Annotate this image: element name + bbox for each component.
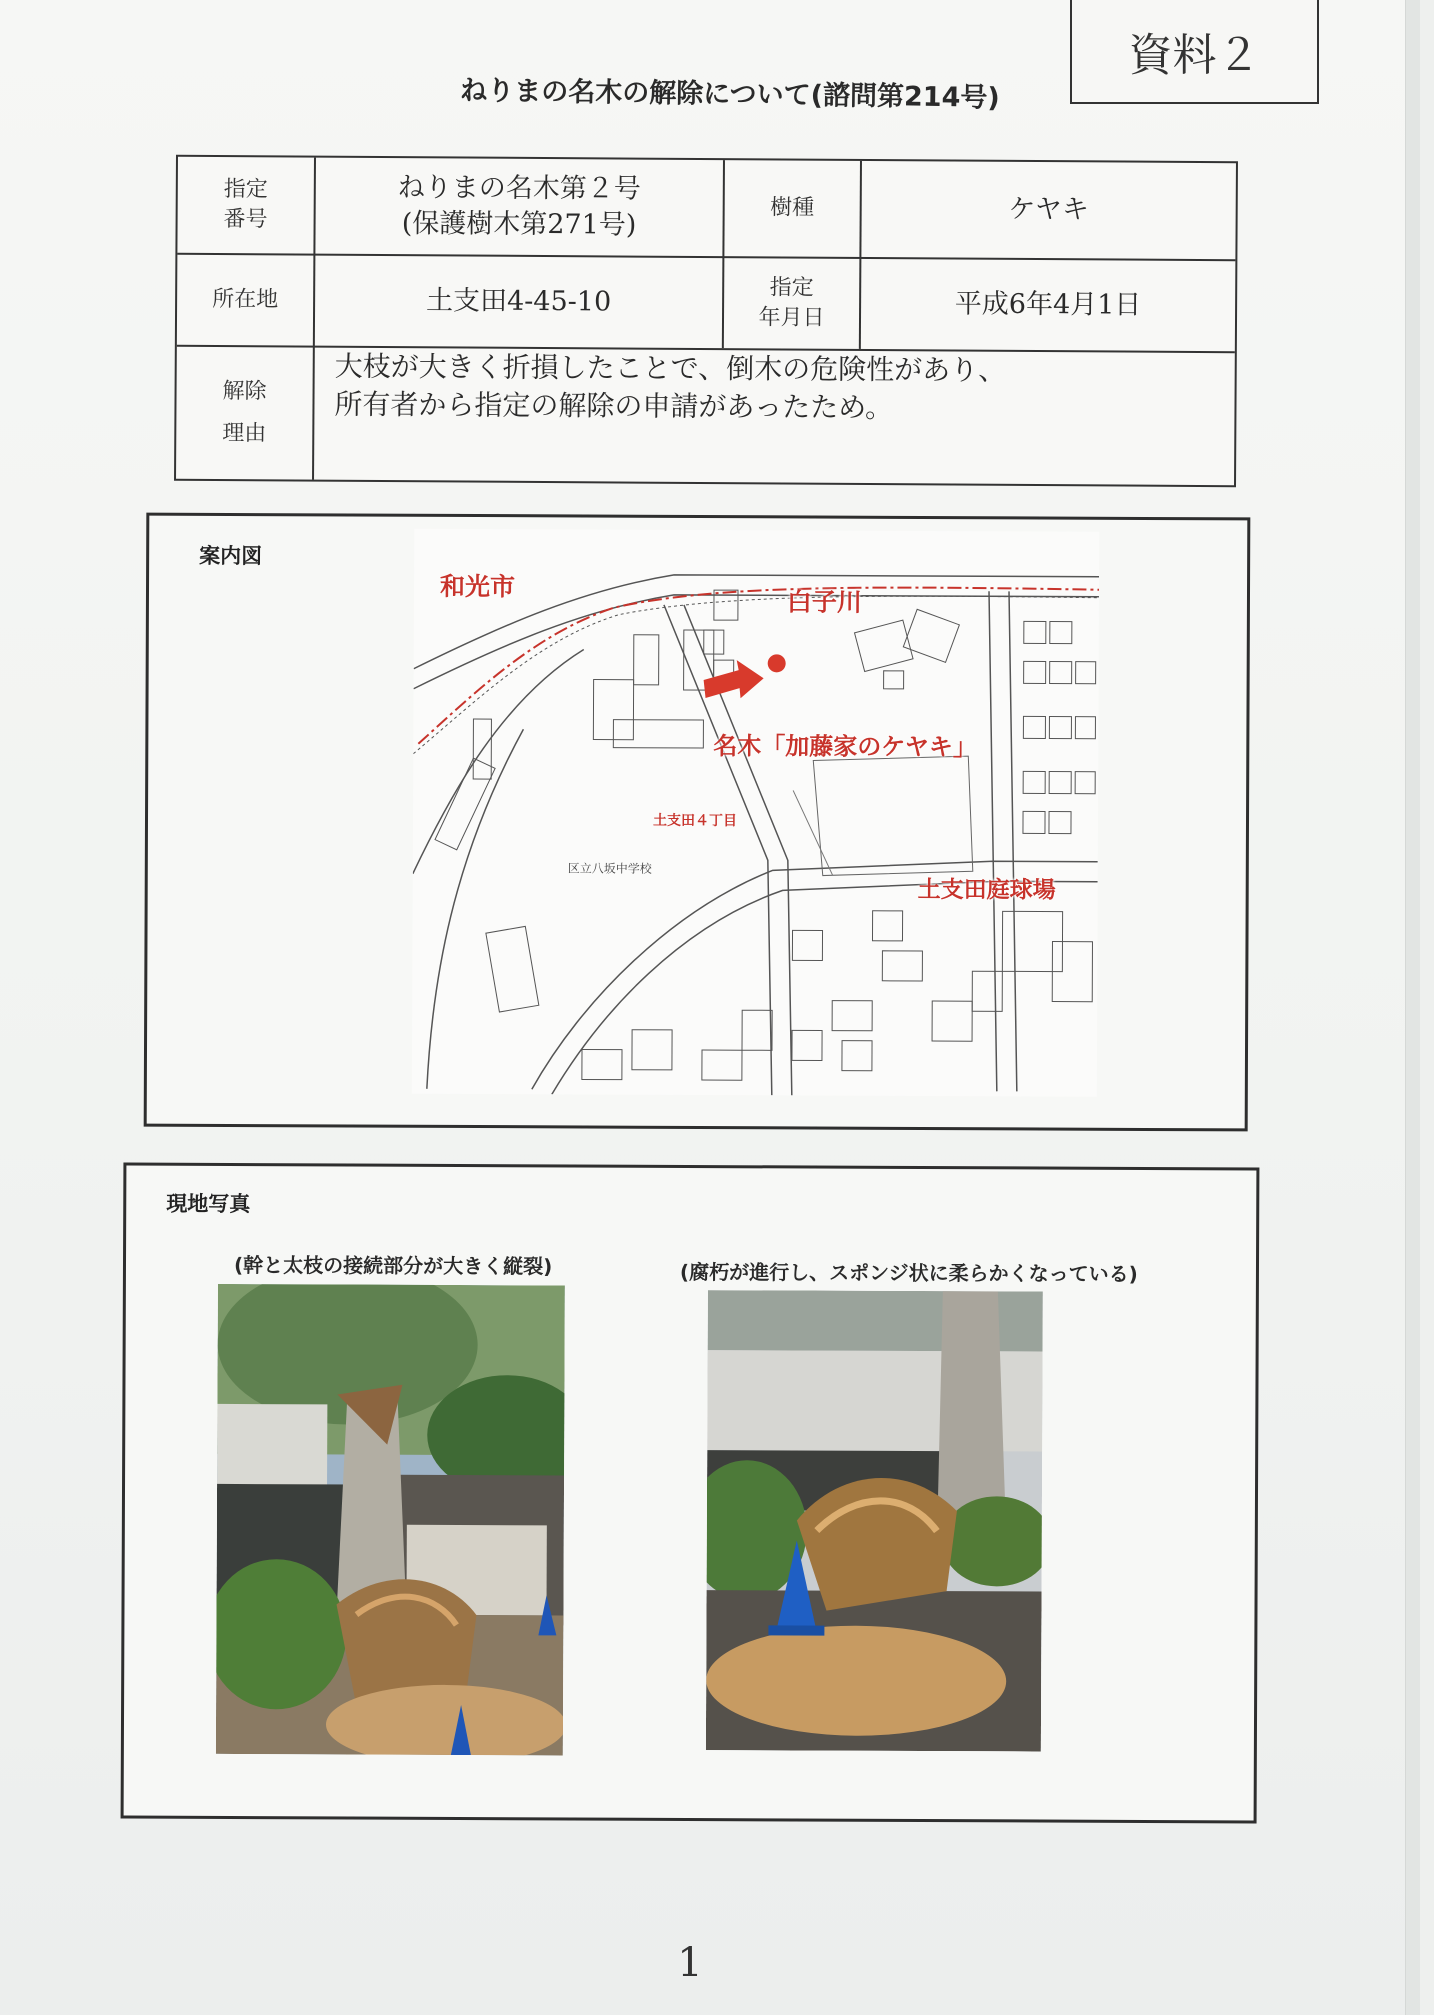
designation-date-value: 平成6年4月1日	[954, 288, 1142, 321]
photo-section-label: 現地写真	[166, 1191, 251, 1217]
site-photo-trunk-split	[216, 1284, 565, 1756]
document-tag	[1070, 0, 1319, 104]
guide-map	[412, 529, 1099, 1097]
photo2-image	[706, 1290, 1043, 1751]
map-label-school: 区立八坂中学校	[567, 861, 652, 876]
photo2-caption: (腐朽が進行し、スポンジ状に柔らかくなっている)	[679, 1259, 1138, 1286]
photo1-caption: (幹と太枝の接続部分が大きく縦裂)	[233, 1253, 553, 1279]
location-label: 所在地	[212, 287, 279, 313]
designation-number-line2: (保護樹木第271号)	[401, 208, 637, 241]
reason-value	[314, 348, 1235, 464]
photo-section	[121, 1163, 1260, 1824]
page-title: ねりまの名木の解除について(諮問第214号)	[460, 75, 1000, 114]
map-label-wako: 和光市	[439, 571, 516, 602]
designation-number-value	[315, 158, 723, 256]
page-edge	[1405, 0, 1420, 2015]
site-photo-decay	[706, 1290, 1043, 1751]
map-label-shirako: 白子川	[786, 587, 863, 617]
reason-label-line2: 理由	[222, 421, 267, 447]
map-section	[144, 513, 1251, 1132]
document-tag-text: 資料２	[1128, 30, 1261, 81]
page-number: 1	[677, 1940, 703, 1986]
photo1-image	[216, 1284, 565, 1756]
map-label-famous-tree: 名木「加藤家のケヤキ」	[713, 732, 977, 762]
reason-label	[176, 347, 313, 480]
designation-number-line1: ねりまの名木第２号	[397, 171, 641, 205]
species-label: 樹種	[770, 195, 815, 221]
map-section-label: 案内図	[199, 543, 263, 569]
map-drawing	[412, 529, 1099, 1097]
reason-line2: 所有者から指定の解除の申請があったため。	[334, 387, 894, 424]
map-label-district: 土支田４丁目	[652, 812, 738, 830]
location-value: 土支田4-45-10	[425, 285, 612, 318]
reason-label-line1: 解除	[222, 379, 267, 405]
designation-number-label: 指定 番号	[223, 177, 268, 233]
reason-line1: 大枝が大きく折損したことで、倒木の危険性があり、	[334, 349, 1007, 387]
map-label-tennis: 土支田庭球場	[917, 876, 1056, 904]
species-value: ケヤキ	[1008, 193, 1090, 226]
info-table	[174, 155, 1238, 487]
designation-date-label: 指定 年月日	[758, 275, 825, 331]
